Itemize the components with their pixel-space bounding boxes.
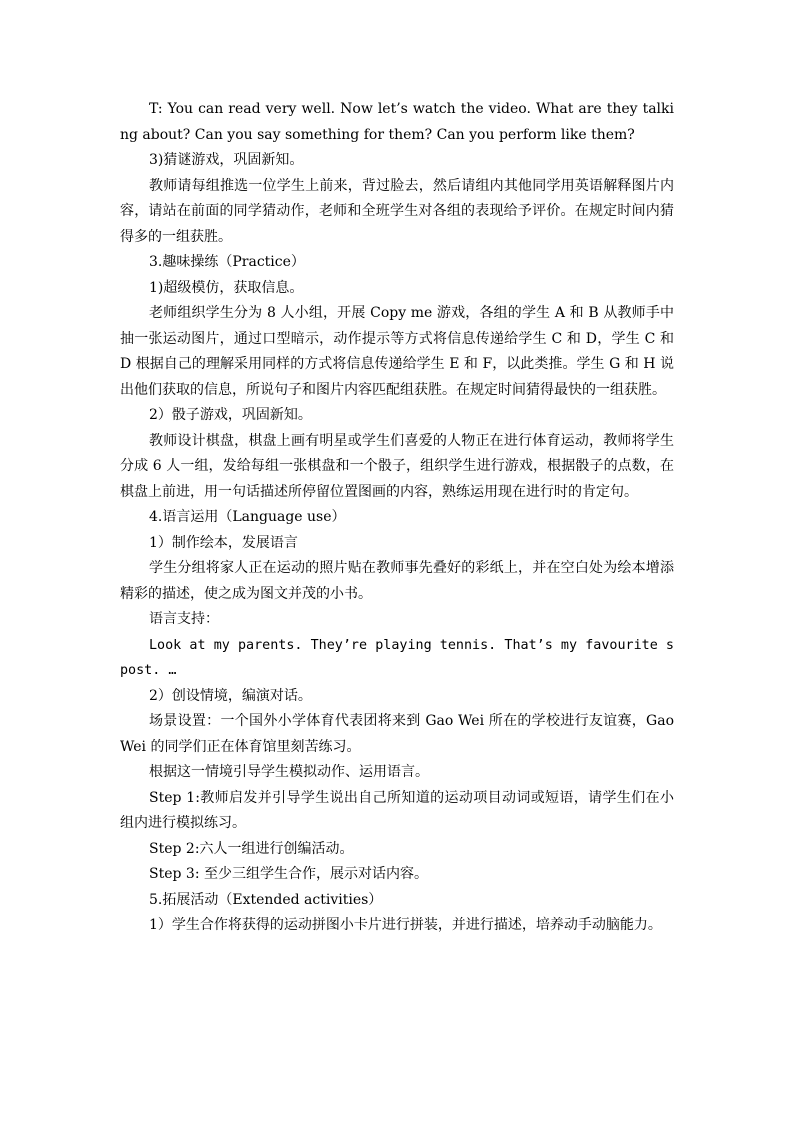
paragraph-heading-role-play: 2）创设情境，编演对话。 (149, 687, 312, 704)
paragraph-copy-me-game: 老师组织学生分为 8 人小组，开展 Copy me 游戏，各组的学生 A 和 B 从教师手中抽一张运动图片，通过口型暗示，动作提示等方式将信息传递给学生 C 和 D，学生 C 和 D 根据自己的理解采用同样的方式将信息传递给学生 E 和 F，以此类推。学生 G 和 H 说出他们获取的信息，所说句子和图片内容匹配组获胜。在规定时间猜得最快的一组获胜。 (120, 305, 674, 398)
section-heading-practice: 3.趣味操练（Practice） (149, 254, 305, 270)
paragraph-heading-guessing-game: 3)猜谜游戏，巩固新知。 (149, 152, 304, 168)
paragraph-language-support-label: 语言支持： (149, 611, 219, 627)
paragraph-scene-setting: 场景设置：一个国外小学体育代表团将来到 Gao Wei 所在的学校进行友谊赛，Gao Wei 的同学们正在体育馆里刻苦练习。 (120, 713, 674, 755)
paragraph-step-3: Step 3: 至少三组学生合作，展示对话内容。 (149, 866, 428, 882)
paragraph-guessing-game: 教师请每组推选一位学生上前来，背过脸去，然后请组内其他同学用英语解释图片内容，请站在前面的同学猜动作，老师和全班学生对各组的表现给予评价。在规定时间内猜得多的一组获胜。 (120, 177, 674, 245)
paragraph-dialogue: T: You can read very well. Now let’s watch the video. What are they talking about? Can you say something for them? Can you perform like them? (120, 101, 674, 143)
paragraph-language-support-example: Look at my parents. They’re playing tennis. That’s my favourite spost. … (120, 637, 674, 678)
document-page (120, 97, 674, 939)
section-heading-extended-activities: 5.拓展活动（Extended activities） (149, 891, 383, 908)
paragraph-heading-imitation: 1)超级模仿，获取信息。 (149, 279, 304, 296)
paragraph-step-2: Step 2:六人一组进行创编活动。 (149, 840, 354, 857)
section-heading-language-use: 4.语言运用（Language use） (149, 509, 346, 525)
paragraph-puzzle-cards: 1）学生合作将获得的运动拼图小卡片进行拼装，并进行描述，培养动手动脑能力。 (149, 917, 662, 933)
paragraph-dice-game: 教师设计棋盘，棋盘上画有明星或学生们喜爱的人物正在进行体育运动，教师将学生分成 6 人一组，发给每组一张棋盘和一个骰子，组织学生进行游戏，根据骰子的点数，在棋盘上前进，用一句话描述所停留位置图画的内容，熟练运用现在进行时的肯定句。 (120, 432, 674, 500)
paragraph-guide-students: 根据这一情境引导学生模拟动作、运用语言。 (149, 764, 429, 780)
paragraph-heading-picture-book: 1）制作绘本，发展语言 (149, 534, 298, 551)
paragraph-heading-dice-game: 2）骰子游戏，巩固新知。 (149, 407, 312, 423)
paragraph-step-1: Step 1:教师启发并引导学生说出自己所知道的运动项目动词或短语，请学生们在小组内进行模拟练习。 (120, 789, 674, 831)
paragraph-picture-book: 学生分组将家人正在运动的照片贴在教师事先叠好的彩纸上，并在空白处为绘本增添精彩的描述，使之成为图文并茂的小书。 (120, 560, 674, 602)
